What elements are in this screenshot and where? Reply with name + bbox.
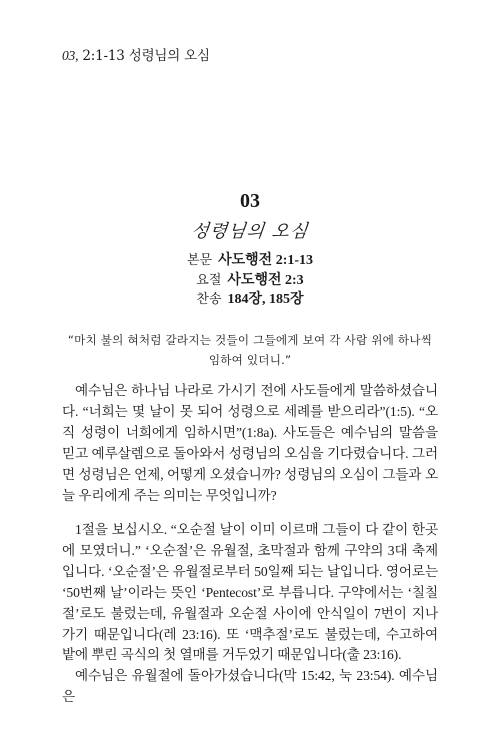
body-section-2 <box>62 520 438 708</box>
key-verse-quote: “마치 불의 혀처럼 갈라지는 것들이 그들에게 보여 각 사람 위에 하나씩 임하여 있더니.” <box>67 333 433 367</box>
reference-label: 요절 <box>196 272 222 288</box>
paragraph: 1절을 보십시오. “오순절 날이 이미 이르매 그들이 다 같이 한곳에 모였더니.” ‘오순절’은 유월절, 초막절과 함께 구약의 3대 축제입니다. ‘오순절’은 유월절로부터 50일째 되는 날입니다. 영어로는 ‘50번째 날’이라는 뜻인 ‘Pentecost’로 부릅니다. 구약에서는 ‘칠칠절’로도 불렀는데, 유월절과 오순절 사이에 안식일이 7번이 지나가기 때문입니다(레 23:16). 또 ‘맥추절’로도 불렀는데, 수고하여 밭에 뿌린 곡식의 첫 열매를 거두었기 때문입니다(출 23:16). <box>62 522 438 663</box>
chapter-number: 03 <box>240 190 260 212</box>
paragraph: 예수님은 하나님 나라로 가시기 전에 사도들에게 말씀하셨습니다. “너희는 몇 날이 못 되어 성령으로 세례를 받으리라”(1:5). “오직 성령이 너희에게 임하시면”(1:8a). 사도들은 예수님의 말씀을 믿고 예루살렘으로 돌아와서 성령님의 오심을 기다렸습니다. 그러면 성령님은 언제, 어떻게 오셨습니까? 성령님의 오심이 그들과 오늘 우리에게 주는 의미는 무엇입니까? <box>62 383 438 503</box>
reference-key-verse <box>0 271 500 291</box>
chapter-title: 성령님의 오심 <box>190 221 310 242</box>
running-header <box>62 44 210 64</box>
reference-label: 본문 <box>186 253 213 268</box>
reference-value: 사도행전 2:1-13 <box>218 253 314 268</box>
running-header-chapter: 03, <box>62 48 79 63</box>
paragraph: 예수님은 유월절에 돌아가셨습니다(막 15:42, 눅 23:54). 예수님은 <box>62 668 438 705</box>
reference-hymn <box>0 290 500 310</box>
running-header-title: 2:1-13 성령님의 오심 <box>78 48 210 64</box>
body-section-1 <box>62 381 438 506</box>
reference-value: 사도행전 2:3 <box>227 272 304 288</box>
scripture-references <box>0 251 500 310</box>
reference-text <box>0 251 500 271</box>
reference-value: 184장, 185장 <box>227 292 304 307</box>
reference-label: 찬송 <box>196 292 222 307</box>
